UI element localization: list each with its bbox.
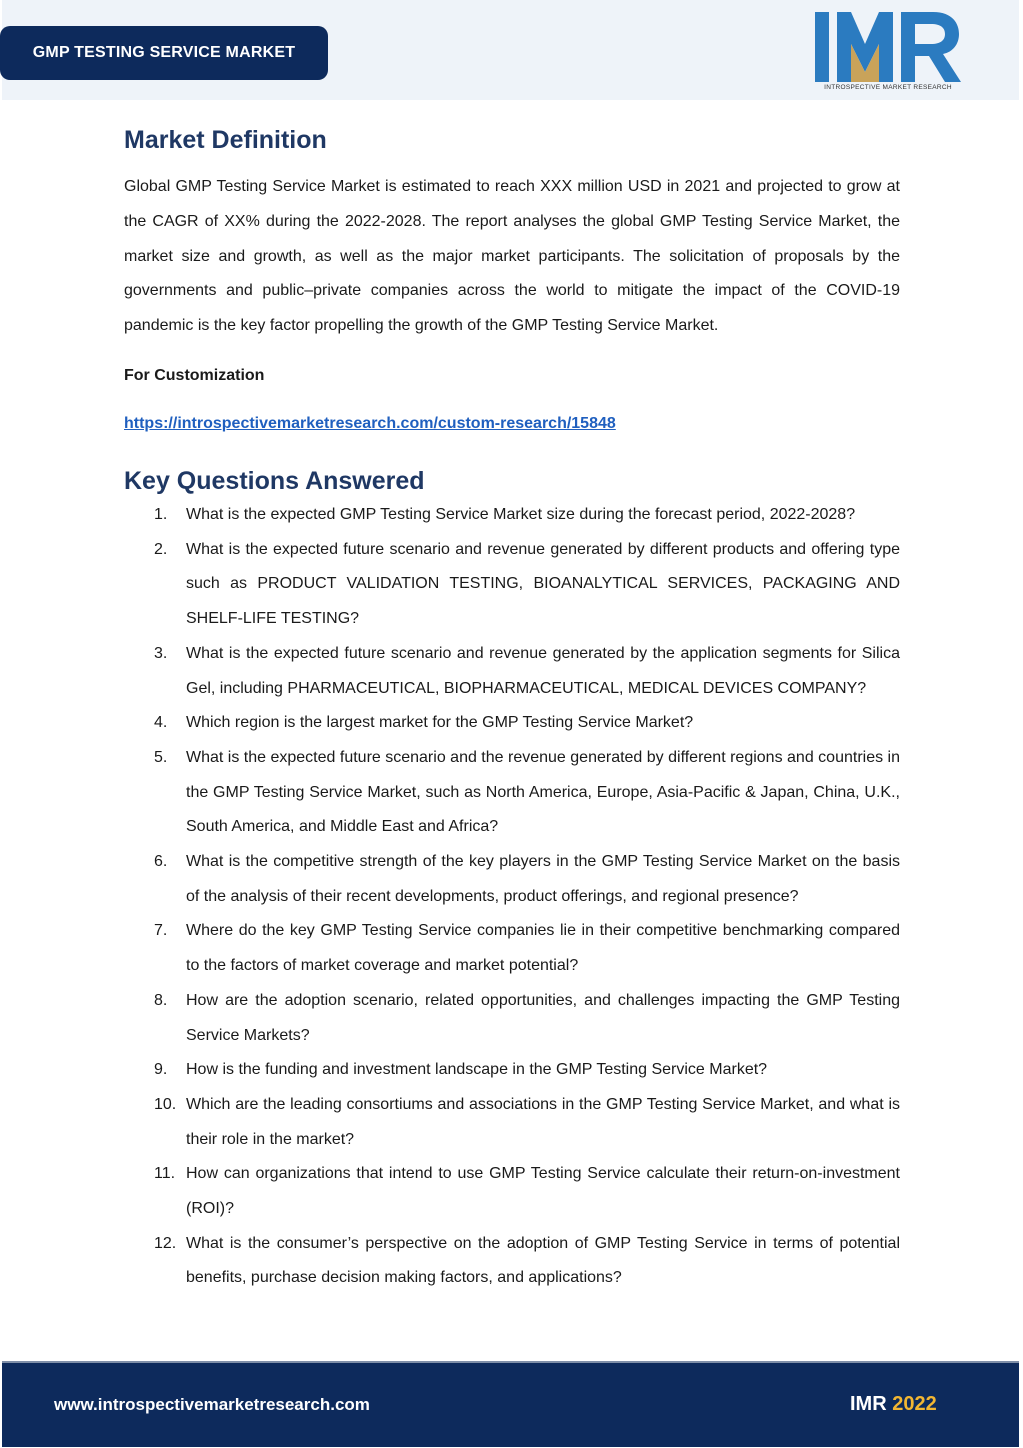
question-item xyxy=(124,637,900,706)
question-number: 11. xyxy=(154,1165,176,1183)
question-item xyxy=(124,533,900,637)
footer-year: 2022 xyxy=(892,1393,937,1415)
question-number: 4. xyxy=(154,714,168,732)
question-text: What is the expected GMP Testing Service Market size during the forecast period, 2022-2028? xyxy=(186,505,856,523)
question-text: How is the funding and investment landscape in the GMP Testing Service Market? xyxy=(186,1061,768,1079)
footer-brand xyxy=(850,1393,937,1416)
question-item xyxy=(124,706,900,741)
document-tag xyxy=(0,26,328,80)
question-number: 10. xyxy=(154,1095,177,1113)
question-number: 1. xyxy=(154,505,168,523)
question-number: 12. xyxy=(154,1234,177,1252)
question-text: What is the consumer’s perspective on the adoption of GMP Testing Service in terms of potential benefits, purchase decision making factors, and applications? xyxy=(186,1234,900,1287)
question-item xyxy=(124,984,900,1053)
question-text: Which region is the largest market for the GMP Testing Service Market? xyxy=(186,714,694,732)
customization-link[interactable]: https://introspectivemarketresearch.com/custom-research/15848 xyxy=(124,414,616,432)
question-text: Which are the leading consortiums and associations in the GMP Testing Service Market, and what is their role in the market? xyxy=(186,1095,900,1148)
question-text: How can organizations that intend to use GMP Testing Service calculate their return-on-investment (ROI)? xyxy=(186,1165,900,1218)
question-item xyxy=(124,498,900,533)
customization-label: For Customization xyxy=(124,366,265,384)
footer-brand-name: IMR xyxy=(850,1393,887,1415)
footer-band xyxy=(2,1361,1019,1447)
question-text: What is the competitive strength of the key players in the GMP Testing Service Market on the basis of the analysis of their recent developments, product offerings, and regional presence? xyxy=(186,853,900,905)
market-definition-heading: Market Definition xyxy=(124,126,327,154)
question-number: 2. xyxy=(154,540,168,558)
question-text: What is the expected future scenario and revenue generated by different products and offering type such as PRODUCT VALIDATION TESTING, BIOANALYTICAL SERVICES, PACKAGING AND SHELF-LIFE TESTING? xyxy=(186,540,900,628)
question-number: 9. xyxy=(154,1061,168,1079)
market-definition-text: Global GMP Testing Service Market is estimated to reach XXX million USD in 2021 and projected to grow at the CAGR of XX% during the 2022-2028. The report analyses the global GMP Testing Service Market, the market size and growth, as well as the major market participants. The solicitation of proposals by the governments and public–private companies across the world to mitigate the impact of the COVID-19 pandemic is the key factor propelling the growth of the GMP Testing Service Market. xyxy=(124,178,900,335)
imr-logo-mark xyxy=(813,10,963,84)
question-text: Where do the key GMP Testing Service companies lie in their competitive benchmarking compared to the factors of market coverage and market potential? xyxy=(186,922,900,975)
question-item xyxy=(124,1157,900,1226)
question-number: 3. xyxy=(154,644,168,662)
question-item xyxy=(124,1053,900,1088)
key-questions-heading: Key Questions Answered xyxy=(124,466,425,495)
main-content xyxy=(124,122,900,1296)
question-text: How are the adoption scenario, related opportunities, and challenges impacting the GMP Testing Service Markets? xyxy=(186,991,900,1044)
question-item xyxy=(124,914,900,983)
question-item xyxy=(124,845,900,914)
question-number: 5. xyxy=(154,748,168,766)
question-number: 7. xyxy=(154,922,168,940)
question-text: What is the expected future scenario and the revenue generated by different regions and countries in the GMP Testing Service Market, such as North America, Europe, Asia-Pacific & Japan, China, U.K., South America, and Middle East and Africa? xyxy=(186,748,900,836)
question-item xyxy=(124,1227,900,1296)
question-number: 8. xyxy=(154,991,168,1009)
question-text: What is the expected future scenario and revenue generated by the application segments for Silica Gel, including PHARMACEUTICAL, BIOPHARMACEUTICAL, MEDICAL DEVICES COMPANY? xyxy=(186,644,900,697)
key-questions-list xyxy=(124,498,900,1296)
footer-website-link[interactable]: www.introspectivemarketresearch.com xyxy=(54,1395,370,1414)
question-item xyxy=(124,1088,900,1157)
imr-logo xyxy=(813,10,963,96)
document-tag-label: GMP TESTING SERVICE MARKET xyxy=(32,44,296,61)
logo-caption: INTROSPECTIVE MARKET RESEARCH xyxy=(824,84,952,91)
question-number: 6. xyxy=(154,853,168,871)
question-item xyxy=(124,741,900,845)
